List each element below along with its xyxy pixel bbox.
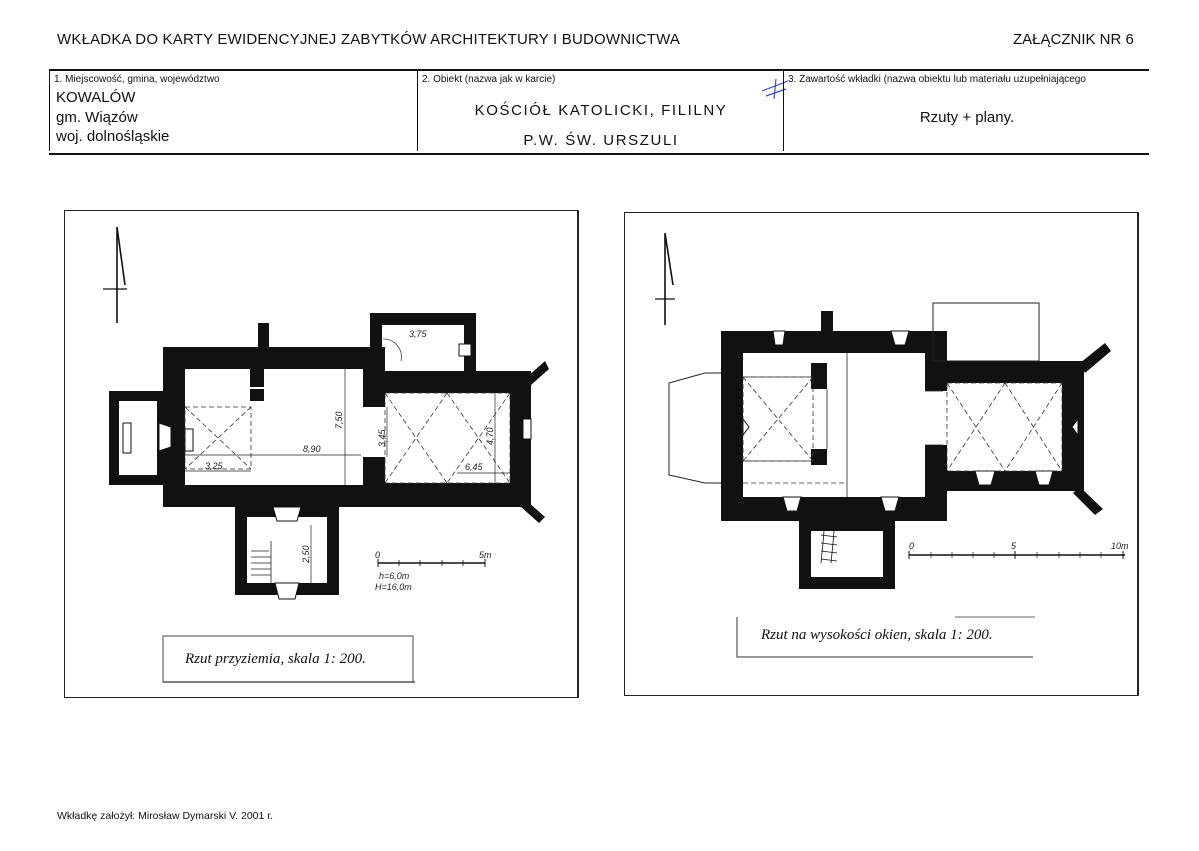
ground-plan-caption: Rzut przyziemia, skala 1: 200. [185,651,366,667]
contents-cell [783,71,1150,151]
dim-porch: 2,50 [301,545,311,563]
dim-chancel-length: 6,45 [465,462,483,472]
dim-arch: 3,45 [377,429,387,447]
window-plan-drawing [625,213,1137,695]
contents-value: Rzuty + plany. [919,109,1015,126]
dim-nave-length: 8,90 [303,444,321,454]
footer-author-note: Wkładkę założył: Mirosław Dymarski V. 2001 r. [57,810,274,822]
annex-number: ZAŁĄCZNIK NR 6 [1013,31,1134,48]
north-arrow-icon [655,233,675,325]
nave-walls [163,323,385,507]
dim-chancel-width: 4,70 [485,427,495,445]
window-plan-panel [624,212,1139,696]
window-plan-caption: Rzut na wysokości okien, skala 1: 200. [761,627,993,643]
vault-lines [743,377,1062,483]
scale-bar-windows [909,551,1125,559]
scale-start: 0 [909,541,915,551]
ground-plan-drawing [65,211,577,697]
chancel-walls [381,361,549,523]
document-title: WKŁADKA DO KARTY EWIDENCYJNEJ ZABYTKÓW ARCHITEKTURY I BUDOWNICTWA [57,31,681,48]
location-label: 1. Miejscowość, gmina, województwo [54,74,220,85]
vault-lines [185,393,510,483]
info-table [49,69,1149,155]
dim-tower-width: 3,25 [205,461,223,471]
dim-nave-width: 7,50 [334,411,344,429]
commune-name: gm. Wiązów [56,109,138,126]
height-H: H=16,0m [375,582,412,592]
contents-label: 3. Zawartość wkładki (nazwa obiektu lub materiału uzupełniającego [788,74,1086,85]
object-name-line1: KOŚCIÓŁ KATOLICKI, FILILNY [474,102,728,119]
object-cell [417,71,784,151]
height-h: h=6,0m [379,571,410,581]
object-label: 2. Obiekt (nazwa jak w karcie) [422,74,556,85]
voivodeship-name: woj. dolnośląskie [56,128,170,145]
object-name-line2: P.W. ŚW. URSZULI [523,132,679,149]
window-niches [185,419,531,451]
dim-sacristy: 3,75 [409,329,427,339]
scale-mid: 5 [1011,541,1017,551]
location-cell [49,71,418,151]
town-name: KOWALÓW [56,89,136,106]
scale-bar-ground [378,559,485,567]
dimension-lines [185,369,510,583]
scale-end: 5m [479,550,492,560]
ground-plan-panel [64,210,579,698]
north-arrow-icon [103,227,127,323]
chancel-walls [945,343,1111,515]
scale-start: 0 [375,550,381,560]
scale-end: 10m [1111,541,1129,551]
nave-walls [721,311,947,521]
